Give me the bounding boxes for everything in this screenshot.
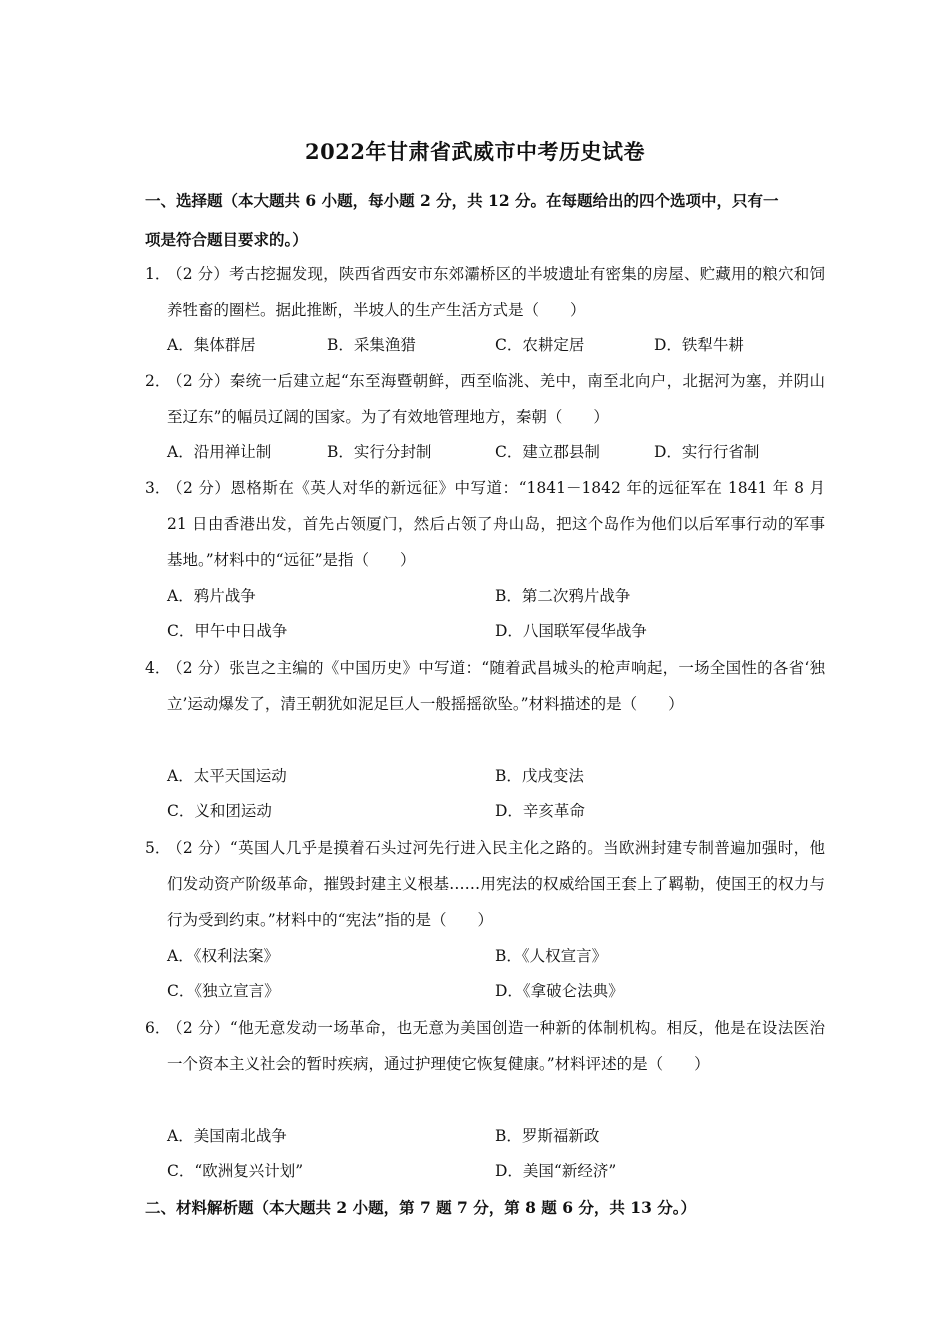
section-1-heading-line-2: 项是符合题目要求的。） [145, 230, 308, 249]
option-b: B．戊戌变法 [495, 767, 584, 785]
option-c: C．义和团运动 [167, 802, 272, 820]
question-4 [145, 650, 825, 722]
option-b: B．《人权宣言》 [495, 947, 608, 965]
question-stem: （2 分）秦统一后建立起“东至海暨朝鲜，西至临洮、羌中，南至北向户，北据河为塞，并阴山至辽东”的幅员辽阔的国家。为了有效地管理地方，秦朝（ ） [167, 372, 825, 426]
question-number: 4． [145, 659, 171, 677]
question-5 [145, 830, 825, 938]
question-number: 1． [145, 265, 171, 283]
option-d: D．八国联军侵华战争 [495, 622, 647, 640]
question-number: 3． [145, 479, 171, 497]
question-2 [145, 363, 825, 435]
option-b: B．第二次鸦片战争 [495, 587, 631, 605]
option-d: D．美国“新经济” [495, 1162, 617, 1180]
question-stem: （2 分）恩格斯在《英人对华的新远征》中写道：“1841－1842 年的远征军在 1841 年 8 月 21 日由香港出发，首先占领厦门，然后占领了舟山岛，把这个岛作为他们以后军事行动的军事基地。”材料中的“远征”是指（ ） [167, 479, 825, 569]
question-stem: （2 分）考古挖掘发现，陕西省西安市东郊灞桥区的半坡遗址有密集的房屋、贮藏用的粮穴和饲养牲畜的圈栏。据此推断，半坡人的生产生活方式是（ ） [167, 265, 825, 319]
question-stem: （2 分）“英国人几乎是摸着石头过河先行进入民主化之路的。当欧洲封建专制普遍加强时，他们发动资产阶级革命，摧毁封建主义根基……用宪法的权威给国王套上了羁勒，使国王的权力与行为受到约束。”材料中的“宪法”指的是（ ） [167, 839, 825, 929]
option-c: C．甲午中日战争 [167, 622, 288, 640]
option-d: D．实行行省制 [654, 443, 760, 461]
option-d: D．辛亥革命 [495, 802, 585, 820]
option-b: B．实行分封制 [327, 443, 432, 461]
page-title: 2022年甘肃省武威市中考历史试卷 [305, 139, 645, 164]
option-d: D．铁犁牛耕 [654, 336, 744, 354]
question-3 [145, 470, 825, 578]
option-a: A．沿用禅让制 [167, 443, 272, 461]
option-d: D．《拿破仑法典》 [495, 982, 624, 1000]
option-a: A．《权利法案》 [167, 947, 279, 965]
section-2-heading: 二、材料解析题（本大题共 2 小题，第 7 题 7 分，第 8 题 6 分，共 13 分。） [145, 1198, 697, 1217]
option-a: A．集体群居 [167, 336, 256, 354]
section-1-heading-line-1: 一、选择题（本大题共 6 小题，每小题 2 分，共 12 分。在每题给出的四个选项中，只有一 [145, 191, 779, 210]
question-6 [145, 1010, 825, 1082]
option-b: B．采集渔猎 [327, 336, 416, 354]
option-c: C．建立郡县制 [495, 443, 600, 461]
question-stem: （2 分）张岂之主编的《中国历史》中写道：“随着武昌城头的枪声响起，一场全国性的各省‘独立’运动爆发了，清王朝犹如泥足巨人一般摇摇欲坠。”材料描述的是（ ） [167, 659, 825, 713]
question-number: 2． [145, 372, 171, 390]
option-a: A．太平天国运动 [167, 767, 287, 785]
option-b: B．罗斯福新政 [495, 1127, 600, 1145]
question-number: 6． [145, 1019, 171, 1037]
question-stem: （2 分）“他无意发动一场革命，也无意为美国创造一种新的体制机构。相反，他是在设法医治一个资本主义社会的暂时疾病，通过护理使它恢复健康。”材料评述的是（ ） [167, 1019, 825, 1073]
option-c: C．《独立宣言》 [167, 982, 280, 1000]
question-1 [145, 256, 825, 328]
option-c: C．“欧洲复兴计划” [167, 1162, 304, 1180]
option-c: C．农耕定居 [495, 336, 585, 354]
option-a: A．鸦片战争 [167, 587, 256, 605]
option-a: A．美国南北战争 [167, 1127, 287, 1145]
question-number: 5． [145, 839, 171, 857]
